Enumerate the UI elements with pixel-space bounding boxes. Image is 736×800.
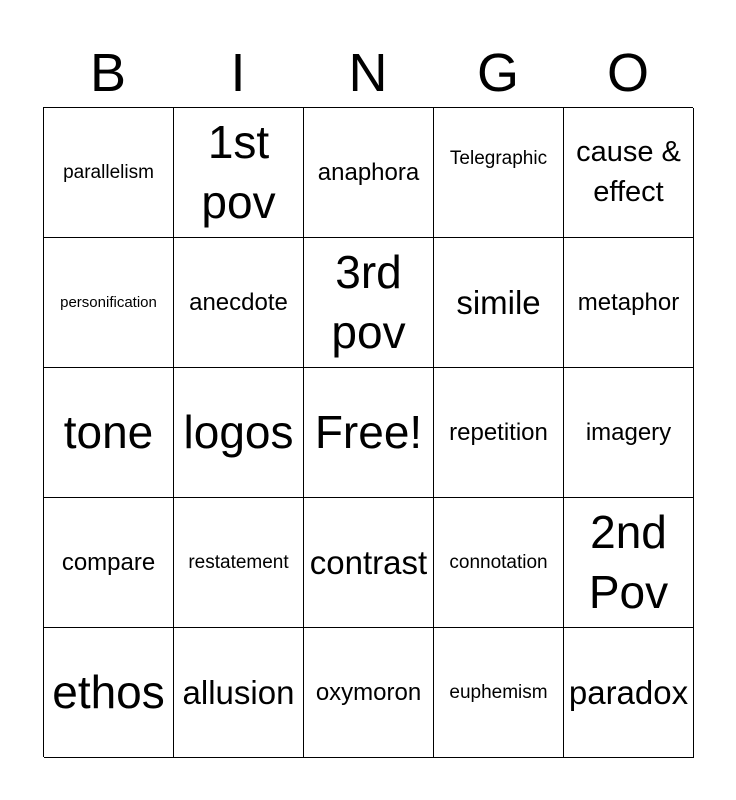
bingo-cell[interactable] bbox=[44, 108, 174, 238]
bingo-cell[interactable] bbox=[564, 108, 694, 238]
bingo-cell[interactable] bbox=[434, 238, 564, 368]
bingo-cell[interactable] bbox=[304, 238, 434, 368]
bingo-cell[interactable] bbox=[174, 498, 304, 628]
cell-text: tone bbox=[63, 405, 154, 458]
cell-text: compare bbox=[61, 548, 156, 576]
bingo-cell[interactable] bbox=[44, 368, 174, 498]
cell-text: euphemism bbox=[449, 681, 548, 703]
bingo-cell[interactable] bbox=[434, 628, 564, 758]
cell-text: restatement bbox=[188, 551, 289, 573]
cell-text: simile bbox=[456, 283, 541, 321]
bingo-cell[interactable] bbox=[174, 108, 304, 238]
bingo-cell[interactable] bbox=[44, 498, 174, 628]
cell-text: allusion bbox=[182, 673, 295, 711]
cell-text: anecdote bbox=[189, 288, 288, 316]
cell-text: metaphor bbox=[577, 288, 680, 316]
bingo-cell[interactable] bbox=[564, 238, 694, 368]
cell-text: cause & effect bbox=[576, 136, 681, 208]
free-space-label: Free! bbox=[314, 405, 423, 458]
header-letter-g: G bbox=[476, 43, 519, 103]
cell-text: anaphora bbox=[317, 158, 420, 186]
cell-text: personification bbox=[60, 293, 157, 311]
bingo-cell[interactable] bbox=[434, 498, 564, 628]
bingo-cell[interactable] bbox=[564, 628, 694, 758]
header-letter-b: B bbox=[89, 43, 127, 103]
bingo-cell[interactable] bbox=[174, 238, 304, 368]
cell-text: oxymoron bbox=[315, 678, 422, 706]
header-letter-i: I bbox=[230, 43, 246, 103]
bingo-cell[interactable] bbox=[434, 108, 564, 238]
cell-text: 1st pov bbox=[201, 115, 276, 228]
bingo-cell[interactable] bbox=[44, 238, 174, 368]
cell-text: repetition bbox=[449, 418, 548, 446]
header-letter-o: O bbox=[606, 43, 649, 103]
cell-text: Telegraphic bbox=[449, 147, 548, 169]
bingo-cell[interactable] bbox=[304, 108, 434, 238]
bingo-cell[interactable] bbox=[44, 628, 174, 758]
free-space[interactable] bbox=[304, 368, 434, 498]
bingo-cell[interactable] bbox=[174, 368, 304, 498]
cell-text: ethos bbox=[52, 665, 165, 718]
bingo-cell[interactable] bbox=[304, 628, 434, 758]
bingo-cell[interactable] bbox=[434, 368, 564, 498]
bingo-cell[interactable] bbox=[304, 498, 434, 628]
cell-text: contrast bbox=[309, 543, 428, 581]
cell-text: logos bbox=[183, 405, 294, 458]
cell-text: imagery bbox=[585, 418, 672, 446]
bingo-cell[interactable] bbox=[564, 498, 694, 628]
cell-text: parallelism bbox=[63, 161, 154, 183]
cell-text: 2nd Pov bbox=[588, 505, 669, 618]
cell-text: paradox bbox=[568, 673, 689, 711]
header-letter-n: N bbox=[348, 43, 388, 103]
cell-text: 3rd pov bbox=[331, 245, 406, 358]
bingo-card bbox=[43, 107, 693, 757]
cell-text: connotation bbox=[449, 551, 548, 573]
bingo-cell[interactable] bbox=[174, 628, 304, 758]
bingo-cell[interactable] bbox=[564, 368, 694, 498]
bingo-header bbox=[43, 40, 693, 106]
